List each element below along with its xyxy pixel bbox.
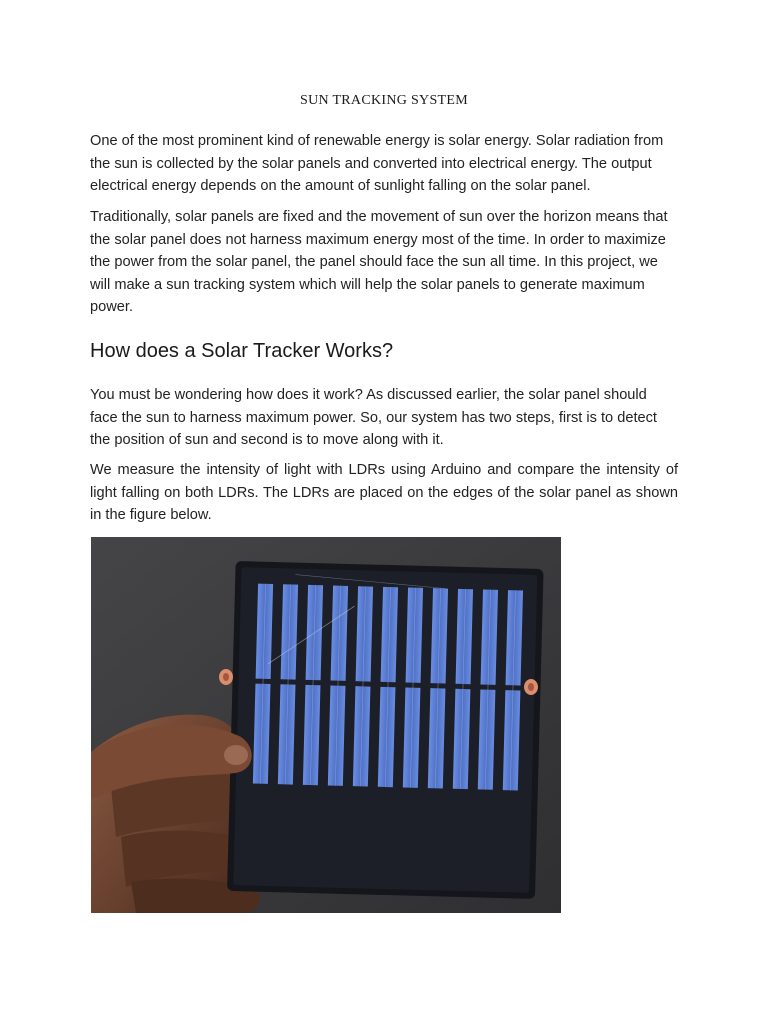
paragraph-intro: One of the most prominent kind of renewable energy is solar energy. Solar radiation from the sun is collected by the solar panels and converted into electrical energy. The output electrical energy depends on the amount of sunlight falling on the solar panel. — [90, 133, 664, 194]
solar-panel-photo — [91, 537, 561, 913]
document-title: SUN TRACKING SYSTEM — [299, 93, 469, 108]
paragraph-ldr-measurement: We measure the intensity of light with LDRs using Arduino and compare the intensity of light falling on both LDRs. The LDRs are placed on the edges of the solar panel as shown in the figure below. — [90, 462, 678, 523]
section-heading: How does a Solar Tracker Works? — [90, 340, 394, 362]
paragraph-how-it-works: You must be wondering how does it work? As discussed earlier, the solar panel should face the sun to harness maximum power. So, our system has two steps, first is to detect the position of sun and second is to move along with it. — [90, 387, 657, 448]
paragraph-traditional-panels: Traditionally, solar panels are fixed and the movement of sun over the horizon means that the solar panel does not harness maximum energy most of the time. In order to maximize the power from the solar panel, the panel should face the sun all time. In this project, we will make a sun tracking system which will help the solar panels to generate maximum power. — [90, 209, 668, 315]
